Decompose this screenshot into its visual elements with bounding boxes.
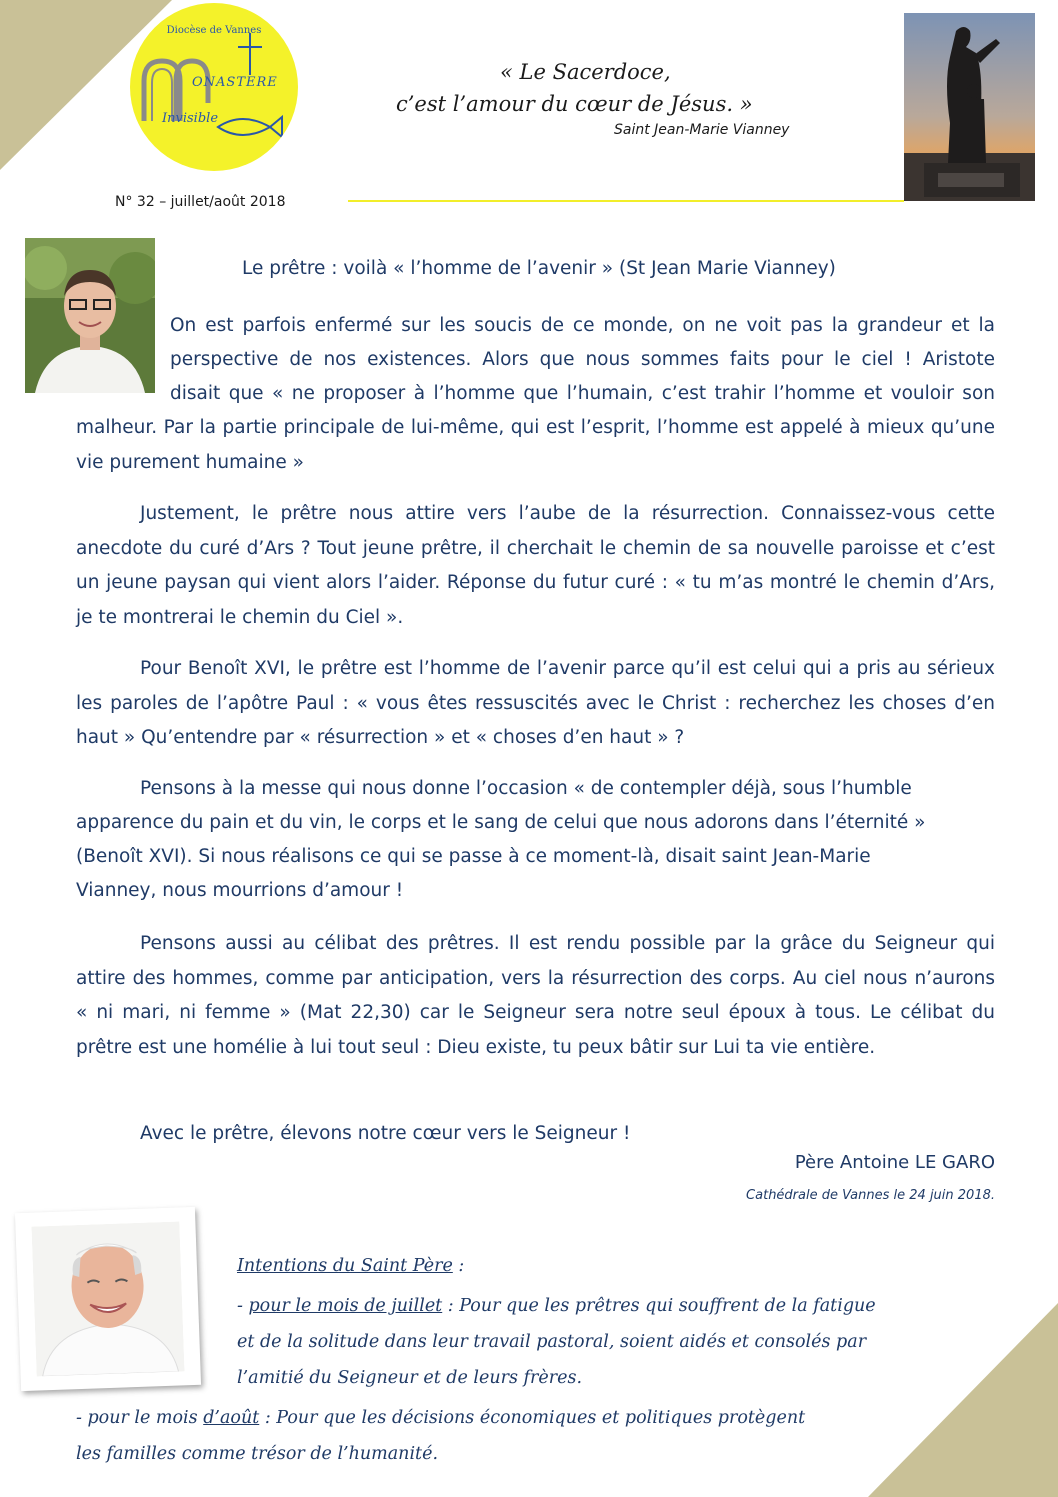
paragraph-1-rest: malheur. Par la partie principale de lui-même, qui est l’esprit, l’homme est appelé à mieux qu’une vie purement humaine »	[76, 417, 995, 473]
paragraph-4-line-2: apparence du pain et du vin, le corps et le sang de celui que nous adorons dans l’éternité »	[76, 812, 926, 833]
pope-portrait	[31, 1221, 184, 1376]
july-intention-line-1	[237, 1288, 876, 1324]
monastere-invisible-logo	[130, 3, 298, 171]
quote-line-1: « Le Sacerdoce,	[500, 60, 671, 84]
pope-photo-frame	[15, 1207, 201, 1391]
august-intention-line-2: les familles comme trésor de l’humanité.	[76, 1444, 439, 1464]
statue-photo	[904, 13, 1035, 201]
august-text-1: : Pour que les décisions économiques et politiques protègent	[259, 1408, 806, 1428]
priest-portrait	[25, 238, 155, 393]
july-prefix: -	[237, 1296, 249, 1316]
logo-diocese-text: Diocèse de Vannes	[166, 25, 262, 36]
paragraph-4-line-3: (Benoît XVI). Si nous réalisons ce qui se passe à ce moment-là, disait saint Jean-Marie	[76, 846, 871, 867]
paragraph-6: Avec le prêtre, élevons notre cœur vers le Seigneur !	[140, 1123, 631, 1144]
paragraph-1-line-2: perspective de nos existences. Alors que nous sommes faits pour le ciel ! Aristote	[170, 349, 995, 370]
august-prefix: - pour le mois	[76, 1408, 204, 1428]
paragraph-1-line-3: disait que « ne proposer à l’homme que l’humain, c’est trahir l’homme et vouloir son	[170, 383, 995, 404]
july-label: pour le mois de juillet	[248, 1296, 443, 1316]
intentions-title-suffix: :	[452, 1256, 465, 1276]
quote-line-2: c’est l’amour du cœur de Jésus. »	[396, 92, 753, 116]
issue-number: N° 32 – juillet/août 2018	[115, 194, 286, 210]
signature: Père Antoine LE GARO	[794, 1152, 995, 1173]
logo-monastere-text: ONASTERE	[192, 75, 278, 90]
paragraph-3: Pour Benoît XVI, le prêtre est l’homme de l’avenir parce qu’il est celui qui a pris au sérieux les paroles de l’apôtre Paul : « vous êtes ressuscités avec le Christ : recherchez les choses d’en haut » Qu’entendre par « résurrection » et « choses d’en haut » ?	[76, 658, 995, 748]
logo-invisible-text: Invisible	[162, 111, 219, 126]
july-text-1: : Pour que les prêtres qui souffrent de la fatigue	[442, 1296, 876, 1316]
august-intention-line-1	[76, 1400, 805, 1436]
paragraph-4-line-4: Vianney, nous mourrions d’amour !	[76, 880, 404, 901]
august-label: d’août	[203, 1408, 260, 1428]
intentions-title: Intentions du Saint Père	[237, 1256, 453, 1276]
paragraph-4-line-1: Pensons à la messe qui nous donne l’occasion « de contempler déjà, sous l’humble	[140, 778, 912, 799]
july-intention-line-2: et de la solitude dans leur travail pastoral, soient aidés et consolés par	[237, 1332, 867, 1352]
corner-decoration-bottom-right	[868, 1303, 1058, 1497]
paragraph-2: Justement, le prêtre nous attire vers l’aube de la résurrection. Connaissez-vous cette anecdote du curé d’Ars ? Tout jeune prêtre, il cherchait le chemin de sa nouvelle paroisse et c’est un jeune paysan qui vient alors l’aider. Réponse du futur curé : « tu m’as montré le chemin d’Ars, je te montrerai le chemin du Ciel ».	[76, 503, 995, 628]
header-divider-line	[348, 200, 904, 202]
july-intention-line-3: l’amitié du Seigneur et de leurs frères.	[237, 1368, 583, 1388]
paragraph-1-line-1: On est parfois enfermé sur les soucis de ce monde, on ne voit pas la grandeur et la	[170, 315, 995, 336]
intentions-title-line	[237, 1248, 464, 1284]
article-heading: Le prêtre : voilà « l’homme de l’avenir » (St Jean Marie Vianney)	[242, 258, 836, 279]
paragraph-5: Pensons aussi au célibat des prêtres. Il est rendu possible par la grâce du Seigneur qui attire des hommes, comme par anticipation, vers la résurrection des corps. Au ciel nous n’aurons « ni mari, ni femme » (Mat 22,30) car le Seigneur sera notre seul époux à tous. Le célibat du prêtre est une homélie à lui tout seul : Dieu existe, tu peux bâtir sur Lui ta vie entière.	[76, 933, 995, 1058]
quote-author: Saint Jean-Marie Vianney	[614, 122, 790, 138]
place-and-date: Cathédrale de Vannes le 24 juin 2018.	[746, 1188, 995, 1203]
